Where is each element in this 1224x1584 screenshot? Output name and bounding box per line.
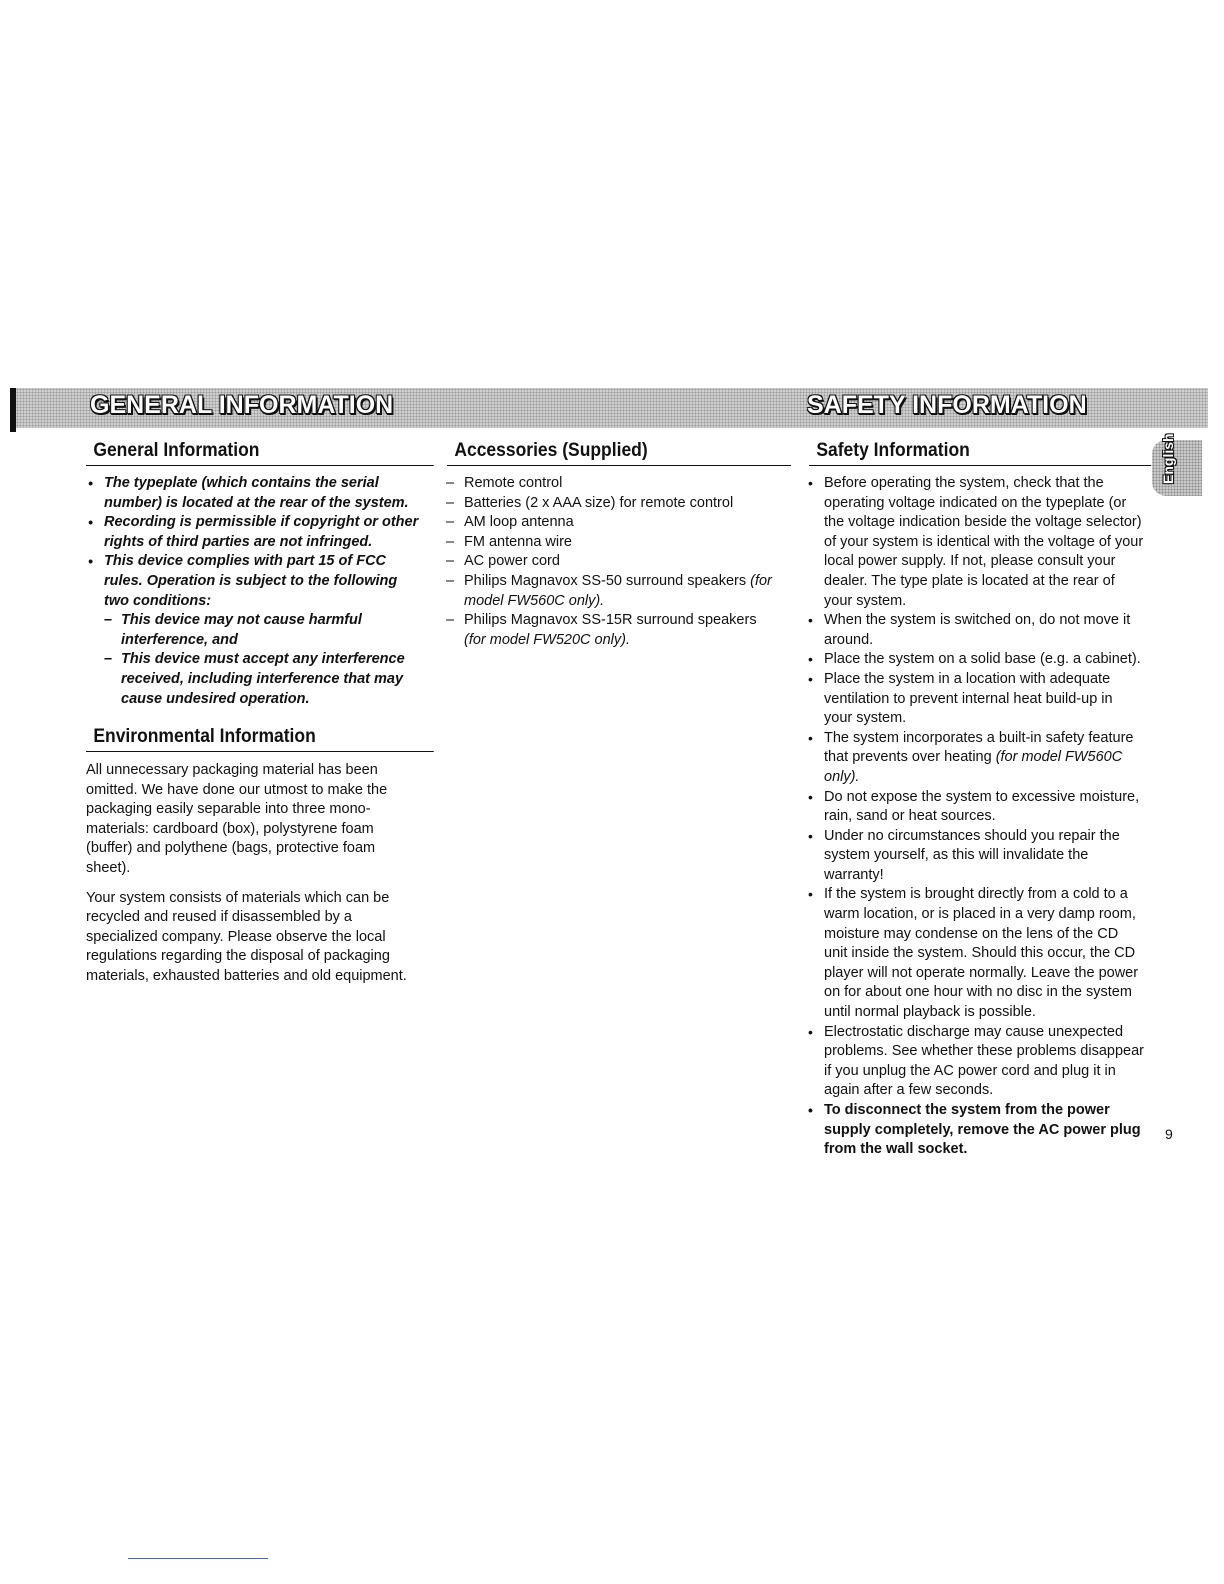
- list-item: • Under no circumstances should you repair the system yourself, as this will invalidate the warranty!: [808, 827, 1144, 886]
- fcc-statement: • This device complies with part 15 of FCC rules. Operation is subject to the following two conditions:: [104, 553, 398, 609]
- banner-marker: [10, 388, 16, 432]
- general-information-heading: General Information: [86, 440, 434, 466]
- list-item: • If the system is brought directly from a cold to a warm location, or is placed in a very damp room, moisture may condense on the lens of the CD unit inside the system. Should this occur, the CD player will not operate normally. Leave the power on for about one hour with no disc in the system until normal playback is possible.: [808, 885, 1144, 1022]
- list-item: – AC power cord: [446, 552, 782, 572]
- language-tab: [1152, 433, 1202, 496]
- list-item: • When the system is switched on, do not move it around.: [808, 611, 1144, 650]
- language-tab-label: English: [1160, 433, 1176, 484]
- list-item: • Place the system on a solid base (e.g. a cabinet).: [808, 650, 1144, 670]
- list-item: – Philips Magnavox SS-50 surround speakers (for model FW560C only).: [446, 572, 782, 611]
- list-item: • Before operating the system, check that the operating voltage indicated on the typeplate (or the voltage indication beside the voltage selector) of your system is identical with the voltage of your local power supply. If not, please consult your dealer. The type plate is located at the rear of your system.: [808, 474, 1144, 611]
- footer-rule: [128, 1558, 268, 1559]
- list-item: – Batteries (2 x AAA size) for remote control: [446, 494, 782, 514]
- list-item: • Recording is permissible if copyright or other rights of third parties are not infringed.: [88, 513, 423, 552]
- list-item: • Electrostatic discharge may cause unexpected problems. See whether these problems disappear if you unplug the AC power cord and plug it in again after a few seconds.: [808, 1023, 1144, 1101]
- safety-information-heading: Safety Information: [809, 440, 1151, 466]
- list-item: [88, 552, 423, 709]
- list-item: – FM antenna wire: [446, 533, 782, 553]
- list-item: • Do not expose the system to excessive moisture, rain, sand or heat sources.: [808, 788, 1144, 827]
- environmental-information-body: [86, 761, 422, 987]
- list-item: – AM loop antenna: [446, 513, 782, 533]
- accessories-list: [446, 474, 782, 650]
- environmental-paragraph: All unnecessary packaging material has been omitted. We have done our utmost to make the packaging easily separable into three mono-materials: cardboard (box), polystyrene foam (buffer) and polythene (bags, protective foam sheet).: [86, 762, 388, 876]
- list-item: – This device may not cause harmful interference, and: [104, 611, 423, 650]
- safety-information-body: [808, 474, 1144, 1160]
- list-item: – This device must accept any interference received, including interference that may cause undesired operation.: [104, 650, 423, 709]
- list-item: • Place the system in a location with adequate ventilation to prevent internal heat build-up in your system.: [808, 670, 1144, 729]
- page-number: 9: [1165, 1126, 1173, 1142]
- safety-warning: • To disconnect the system from the power supply completely, remove the AC power plug from the wall socket.: [808, 1101, 1144, 1160]
- list-item: – Remote control: [446, 474, 782, 494]
- safety-list: [808, 474, 1144, 1160]
- general-information-list: [88, 474, 423, 709]
- list-item: • The system incorporates a built-in safety feature that prevents over heating (for model FW560C only).: [808, 729, 1144, 788]
- environmental-paragraph: Your system consists of materials which can be recycled and reused if disassembled by a specialized company. Please observe the local regulations regarding the disposal of packaging materials, exhausted batteries and old equipment.: [86, 889, 407, 984]
- environmental-information-heading: Environmental Information: [86, 726, 434, 752]
- safety-information-banner-title: SAFETY INFORMATION: [807, 391, 1087, 419]
- accessories-heading: Accessories (Supplied): [447, 440, 791, 466]
- general-information-banner-title: GENERAL INFORMATION: [90, 391, 394, 419]
- list-item: – Philips Magnavox SS-15R surround speakers (for model FW520C only).: [446, 611, 782, 650]
- general-information-body: [88, 474, 423, 709]
- fcc-conditions: [104, 611, 423, 709]
- accessories-body: [446, 474, 782, 650]
- list-item: • The typeplate (which contains the serial number) is located at the rear of the system.: [88, 474, 423, 513]
